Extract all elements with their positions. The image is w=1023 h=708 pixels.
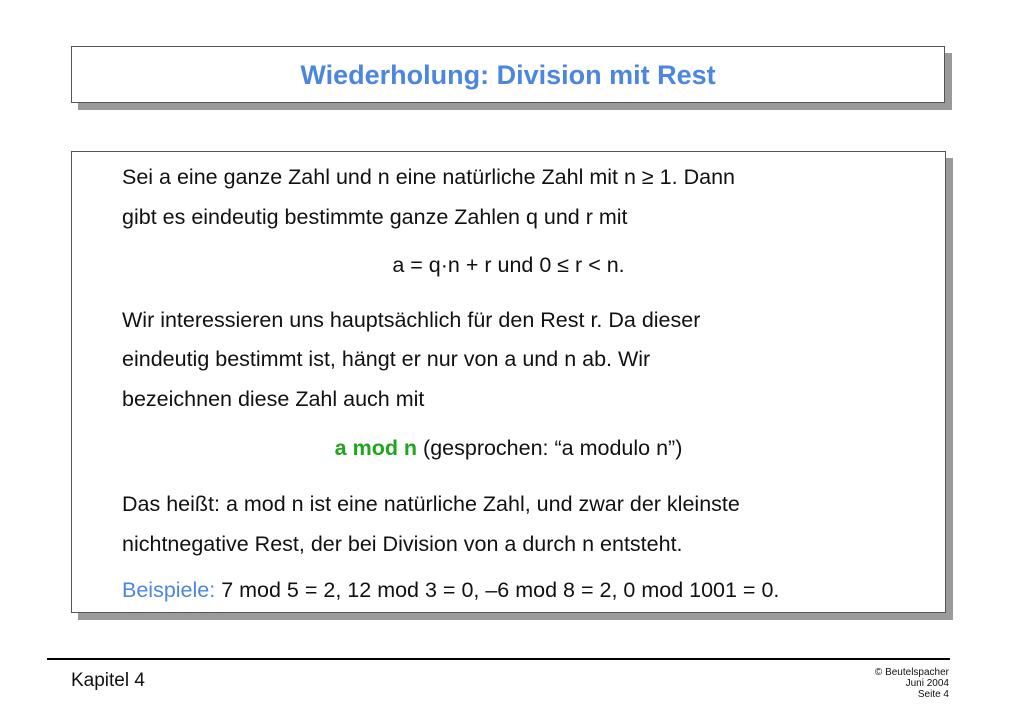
footer-divider	[47, 658, 950, 660]
title-box	[71, 46, 945, 103]
paragraph-3-line-1: Das heißt: a mod n ist eine natürliche Zahl, und zwar der kleinste	[122, 492, 740, 516]
formula-line: a = q·n + r und 0 ≤ r < n.	[392, 253, 625, 277]
examples-label: Beispiele:	[122, 578, 216, 602]
chapter-label: Kapitel 4	[71, 670, 145, 691]
mod-term: a mod n	[334, 436, 418, 460]
paragraph-3-line-2: nichtnegative Rest, der bei Division von a durch n entsteht.	[122, 532, 683, 556]
paragraph-1-line-2: gibt es eindeutig bestimmte ganze Zahlen q und r mit	[122, 205, 628, 229]
paragraph-2-line-1: Wir interessieren uns hauptsächlich für den Rest r. Da dieser	[122, 308, 701, 332]
page-title: Wiederholung: Division mit Rest	[300, 60, 716, 90]
mod-spoken: (gesprochen: “a modulo n”)	[417, 436, 683, 460]
content-box	[71, 151, 946, 613]
date: Juni 2004	[905, 678, 949, 689]
paragraph-2-line-2: eindeutig bestimmt ist, hängt er nur von a und n ab. Wir	[122, 347, 651, 371]
page-number: Seite 4	[917, 689, 949, 700]
examples-text: 7 mod 5 = 2, 12 mod 3 = 0, –6 mod 8 = 2, 0 mod 1001 = 0.	[215, 578, 780, 602]
paragraph-1-line-1: Sei a eine ganze Zahl und n eine natürliche Zahl mit n ≥ 1. Dann	[122, 165, 735, 189]
examples-line	[122, 577, 779, 603]
copyright: © Beutelspacher	[874, 667, 949, 678]
mod-definition-line	[72, 435, 945, 461]
paragraph-2-line-3: bezeichnen diese Zahl auch mit	[122, 387, 425, 411]
footer-meta	[875, 667, 949, 700]
